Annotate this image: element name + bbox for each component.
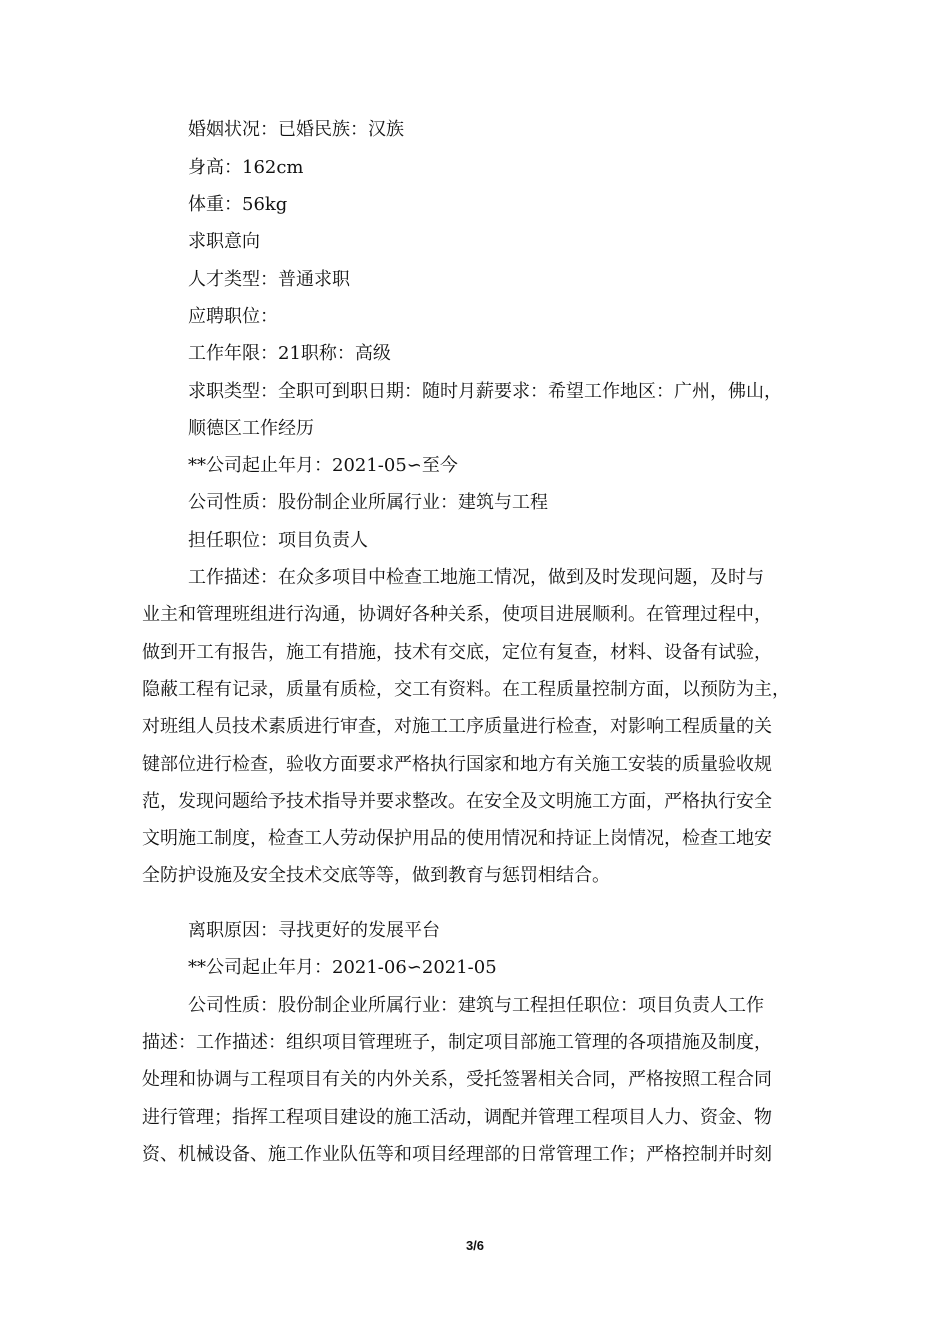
text-line-job-intention-heading: 求职意向 — [188, 231, 260, 252]
text-line-height: 身高：162cm — [188, 157, 304, 178]
text-line-description-2: 业主和管理班组进行沟通，协调好各种关系，使项目进展顺利。在管理过程中， — [142, 604, 772, 625]
page-number: 3/6 — [465, 1238, 485, 1253]
text-line-description-10: 描述：工作描述：组织项目管理班子，制定项目部施工管理的各项措施及制度， — [142, 1032, 772, 1053]
text-line-description-12: 进行管理；指挥工程项目建设的施工活动，调配并管理工程项目人力、资金、物 — [142, 1107, 772, 1128]
text-line-company-nature-2: 公司性质：股份制企业所属行业：建筑与工程担任职位：项目负责人工作 — [188, 995, 764, 1016]
text-line-applied-position: 应聘职位： — [188, 306, 278, 327]
text-line-description-4: 隐蔽工程有记录，质量有质检，交工有资料。在工程质量控制方面，以预防为主， — [142, 679, 790, 700]
text-line-description-1: 工作描述：在众多项目中检查工地施工情况，做到及时发现问题，及时与 — [188, 567, 764, 588]
text-line-leaving-reason: 离职原因：寻找更好的发展平台 — [188, 920, 440, 941]
text-line-company-period-2: **公司起止年月：2021-06∽2021-05 — [188, 957, 497, 978]
text-line-work-area: 顺德区工作经历 — [188, 418, 314, 439]
text-line-marital-status: 婚姻状况：已婚民族：汉族 — [188, 119, 404, 140]
text-line-work-years: 工作年限：21职称：高级 — [188, 343, 391, 364]
text-line-talent-type: 人才类型：普通求职 — [188, 269, 350, 290]
text-line-description-7: 范，发现问题给予技术指导并要求整改。在安全及文明施工方面，严格执行安全 — [142, 791, 772, 812]
text-line-description-6: 键部位进行检查，验收方面要求严格执行国家和地方有关施工安装的质量验收规 — [142, 754, 772, 775]
text-line-job-type: 求职类型：全职可到职日期：随时月薪要求：希望工作地区：广州，佛山， — [188, 381, 782, 402]
text-line-description-11: 处理和协调与工程项目有关的内外关系，受托签署相关合同，严格按照工程合同 — [142, 1069, 772, 1090]
text-line-company-period-1: **公司起止年月：2021-05∽至今 — [188, 455, 458, 476]
text-line-company-nature-1: 公司性质：股份制企业所属行业：建筑与工程 — [188, 492, 548, 513]
text-line-description-13: 资、机械设备、施工作业队伍等和项目经理部的日常管理工作；严格控制并时刻 — [142, 1144, 772, 1165]
text-line-description-3: 做到开工有报告，施工有措施，技术有交底，定位有复查，材料、设备有试验， — [142, 642, 772, 663]
text-line-description-8: 文明施工制度，检查工人劳动保护用品的使用情况和持证上岗情况，检查工地安 — [142, 828, 772, 849]
text-line-description-9: 全防护设施及安全技术交底等等，做到教育与惩罚相结合。 — [142, 865, 610, 886]
text-line-position-1: 担任职位：项目负责人 — [188, 530, 368, 551]
text-line-description-5: 对班组人员技术素质进行审查，对施工工序质量进行检查，对影响工程质量的关 — [142, 716, 772, 737]
text-line-weight: 体重：56kg — [188, 194, 288, 215]
